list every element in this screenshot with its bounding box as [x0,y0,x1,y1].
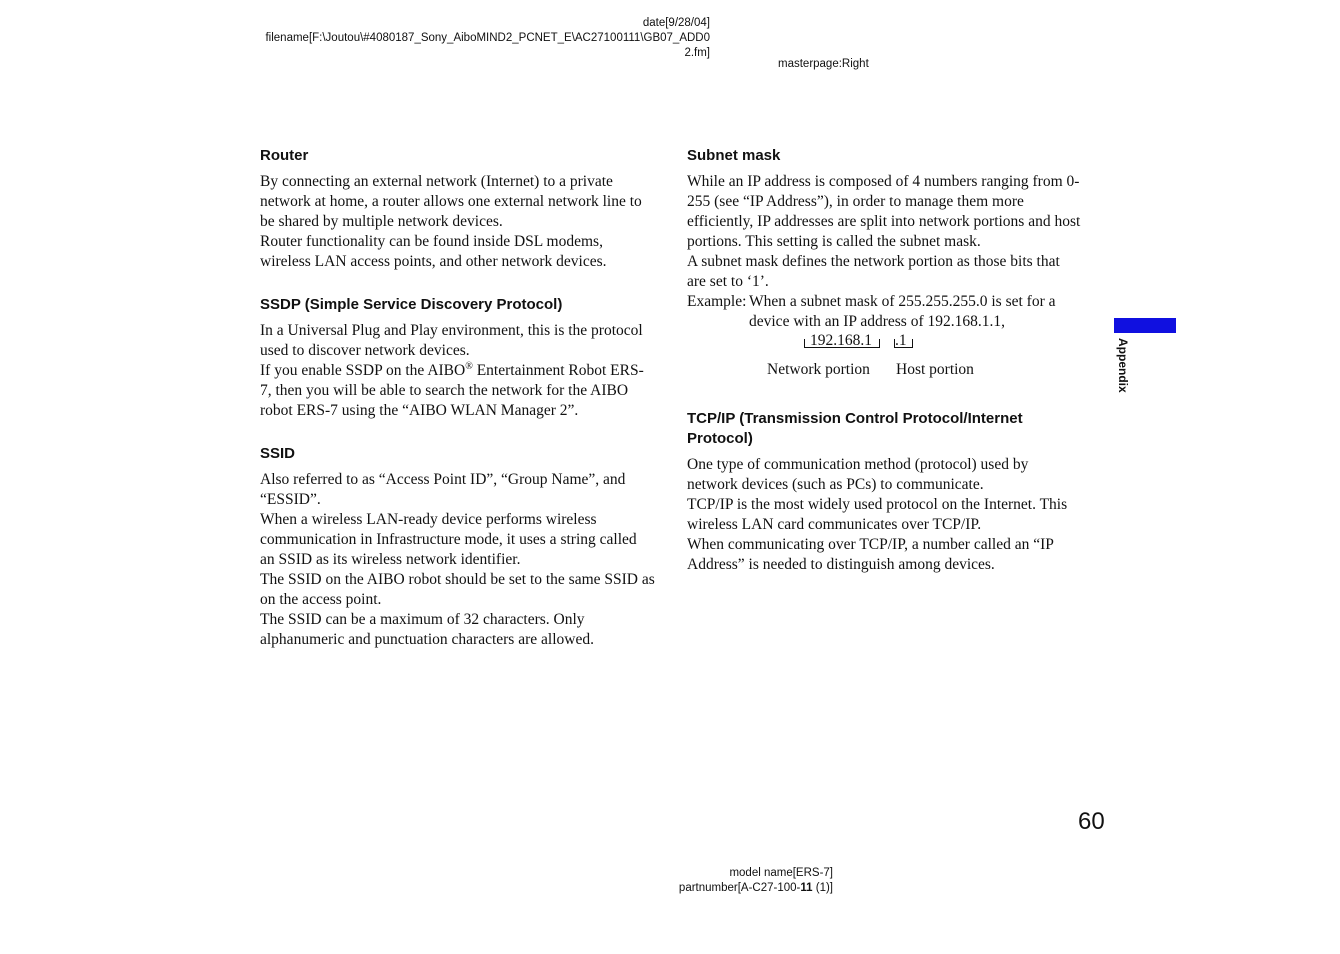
ssid-paragraph: The SSID on the AIBO robot should be set to the same SSID as on the access point. [260,571,655,608]
tcpip-paragraph: When communicating over TCP/IP, a number called an “IP Address” is needed to distinguish among devices. [687,536,1054,573]
ssdp-text-post: Entertainment Robot ERS-7, then you will be able to search the network for the AIBO robot ERS-7 using the “AIBO WLAN Manager 2”. [260,362,644,419]
part-number-bold: 11 [800,882,813,894]
subnet-section [687,146,1082,386]
host-portion-value: .1 [895,332,907,349]
network-bracket [804,339,880,348]
router-section [260,146,655,272]
filename-line-2: 2.fm] [684,47,710,59]
ssdp-section [260,295,655,421]
example-text: When a subnet mask of 255.255.255.0 is set for a device with an IP address of 192.168.1.1, [749,293,1056,330]
masterpage-label: masterpage:Right [778,58,869,70]
subnet-diagram [687,332,1082,386]
tcpip-paragraph: One type of communication method (protocol) used by network devices (such as PCs) to communicate. [687,456,1029,493]
right-column [687,146,1082,598]
left-column [260,146,655,673]
router-heading: Router [260,147,309,164]
ssid-paragraph: Also referred to as “Access Point ID”, “Group Name”, and “ESSID”. [260,471,626,508]
ssdp-text-pre: If you enable SSDP on the AIBO [260,362,466,379]
ssdp-heading: SSDP (Simple Service Discovery Protocol) [260,296,563,313]
host-bracket [894,339,913,348]
ssid-paragraph: The SSID can be a maximum of 32 characters. Only alphanumeric and punctuation characters are allowed. [260,611,594,648]
date-stamp: date[9/28/04] [642,17,710,29]
filename-line-1: filename[F:\Joutou\#4080187_Sony_AiboMIND2_PCNET_E\AC27100111\GB07_ADD0 [265,32,710,44]
tcpip-paragraph: TCP/IP is the most widely used protocol on the Internet. This wireless LAN card communicates over TCP/IP. [687,496,1068,533]
tcpip-heading: TCP/IP (Transmission Control Protocol/Internet Protocol) [687,410,1023,447]
ssid-paragraph: When a wireless LAN-ready device performs wireless communication in Infrastructure mode, it uses a string called an SSID as its wireless network identifier. [260,511,637,568]
subnet-example [687,292,1082,332]
part-number [560,881,833,896]
ssid-section [260,444,655,650]
subnet-heading: Subnet mask [687,147,781,164]
ssid-heading: SSID [260,445,296,462]
host-portion-label: Host portion [896,361,974,378]
tcpip-section [687,409,1082,575]
page-number: 60 [1078,808,1105,835]
example-label: Example: [687,293,747,310]
router-paragraph: Router functionality can be found inside DSL modems, wireless LAN access points, and other network devices. [260,233,607,270]
registered-mark: ® [465,360,473,372]
router-paragraph: By connecting an external network (Internet) to a private network at home, a router allows one external network line to be shared by multiple network devices. [260,173,642,230]
subnet-paragraph: While an IP address is composed of 4 numbers ranging from 0-255 (see “IP Address”), in order to manage them more efficiently, IP addresses are split into network portions and host portions. This setting is called the subnet mask. [687,173,1081,250]
ssdp-paragraph-aibo [260,361,655,421]
ssdp-paragraph: In a Universal Plug and Play environment, this is the protocol used to discover network devices. [260,322,643,359]
file-metadata-header [200,16,710,61]
appendix-tab-label: Appendix [1116,338,1130,393]
appendix-tab-bar [1114,318,1176,333]
model-name: model name[ERS-7] [729,867,833,879]
part-number-suffix: (1)] [812,882,833,894]
subnet-paragraph: A subnet mask defines the network portion as those bits that are set to ‘1’. [687,253,1060,290]
part-number-prefix: partnumber[A-C27-100- [678,882,801,894]
network-portion-label: Network portion [767,361,870,378]
network-portion-value: 192.168.1 [810,332,872,349]
file-metadata-footer [560,866,833,896]
